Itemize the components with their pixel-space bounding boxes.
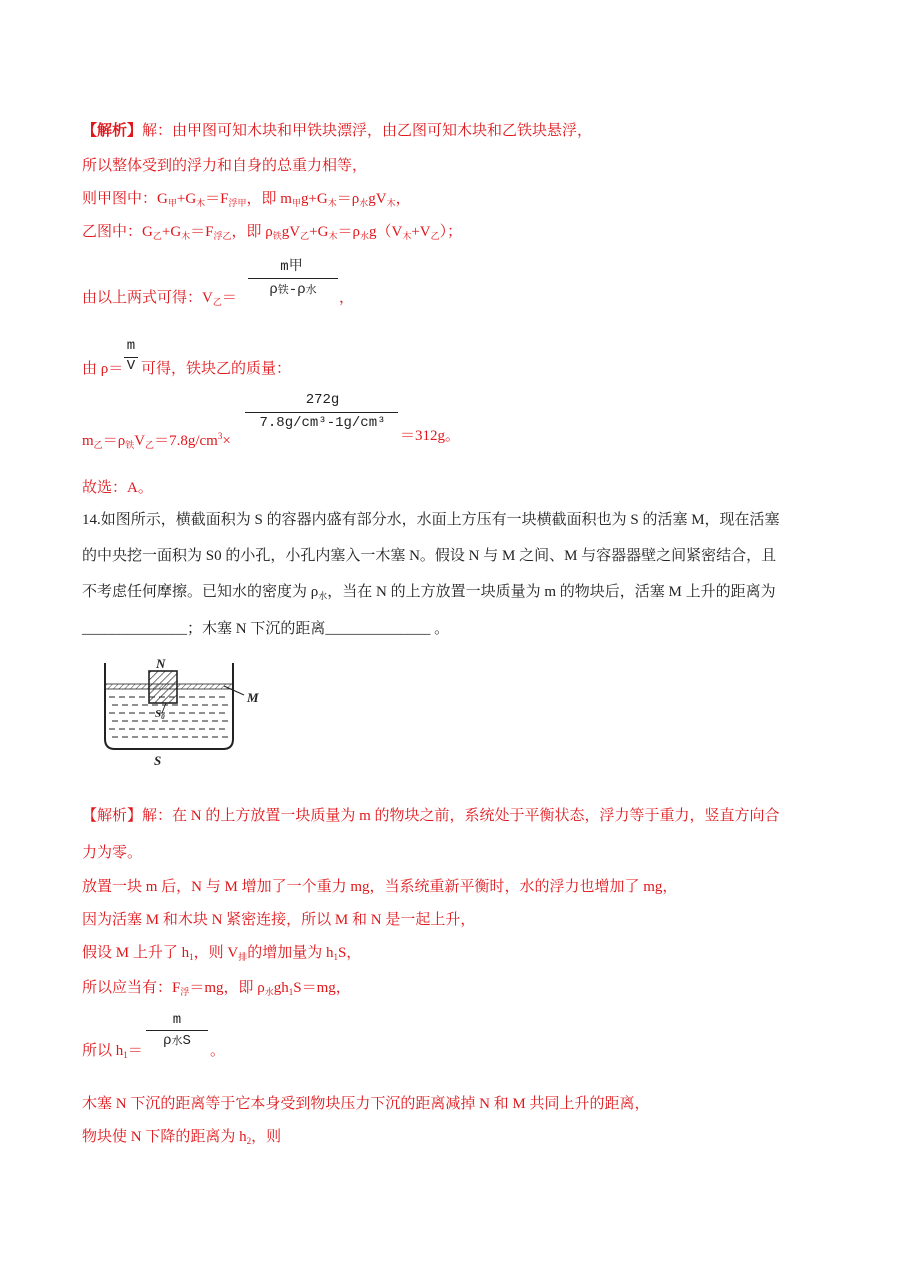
analysis-13-line-7-end: ＝312g。 xyxy=(400,428,461,444)
fraction-numerator: m甲 xyxy=(280,259,303,275)
analysis-13-line-6: 由 ρ＝ xyxy=(82,361,124,377)
question-14-line-3: 不考虑任何摩擦。已知水的密度为 $\rho_水$，当在 N 的上方放置一块质量为 m 的物块后，活塞 M 上升的距离为 xyxy=(82,584,776,601)
analysis-14-line-8: 木塞 N 下沉的距离等于它本身受到物块压力下沉的距离减掉 N 和 M 共同上升的距离， xyxy=(82,1096,650,1112)
analysis-13-line-6-end: 可得，铁块乙的质量： xyxy=(141,361,292,377)
label-n: N xyxy=(156,656,166,671)
analysis-14-line-5: 假设 M 上升了 $h_1$，则 $V_排$的增加量为 $h_1S$， xyxy=(82,945,362,962)
analysis-14-line-3: 放置一块 m 后，N 与 M 增加了一个重力 mg，当系统重新平衡时，水的浮力也增加了 mg， xyxy=(82,879,678,895)
question-14-line-1: 14.如图所示，横截面积为 S 的容器内盛有部分水，水面上方压有一块横截面积也为 S 的活塞 M，现在活塞 xyxy=(82,512,780,528)
label-s: S xyxy=(154,753,162,768)
analysis-14-line-9: 物块使 N 下降的距离为 $h_2$，则 xyxy=(82,1129,282,1146)
container-diagram xyxy=(96,655,276,770)
question-14-line-2: 的中央挖一面积为 S0 的小孔，小孔内塞入一木塞 N。假设 N 与 M 之间、M 与容器器壁之间紧密结合，且 xyxy=(82,548,777,564)
analysis-14-line-6: 所以应当有：$F_浮=mg$，即 $\rho_水gh_1S=mg$， xyxy=(82,980,351,997)
analysis-13-line-4: 乙图中：$G_乙+G_木=F_{浮乙}$，即 $\rho_铁gV_乙+G_木=\rho_水g(V_木+V_乙)$； xyxy=(82,224,463,241)
analysis-13-line-2: 所以整体受到的浮力和自身的总重力相等， xyxy=(82,158,368,174)
fraction-bar xyxy=(248,278,338,279)
analysis-14-line-4: 因为活塞 M 和木块 N 紧密连接，所以 M 和 N 是一起上升， xyxy=(82,912,476,928)
analysis-14-line-1: 【解析】解：在 N 的上方放置一块质量为 m 的物块之前，系统处于平衡状态，浮力等于重力，竖直方向合 xyxy=(82,808,780,824)
fraction-denominator: ρ铁-ρ水 xyxy=(269,282,317,298)
analysis-13-line-7: $m_乙=\rho_铁V_乙=7.8g/cm^3\times$ xyxy=(82,431,231,450)
label-s0: S0 xyxy=(155,708,165,721)
analysis-tag: 【解析】 xyxy=(82,123,143,139)
analysis-tag: 【解析】 xyxy=(82,808,143,824)
fraction-v-yi xyxy=(244,253,339,303)
analysis-13-line-1: 【解析】解：由甲图可知木块和甲铁块漂浮，由乙图可知木块和乙铁块悬浮， xyxy=(82,123,593,139)
analysis-13-line-5-end: ， xyxy=(339,290,355,306)
question-14-line-4: ______________；木塞 N 下沉的距离______________ 。 xyxy=(82,621,450,637)
container-figure xyxy=(96,655,276,775)
analysis-13-line-3: 则甲图中：$G_甲+G_木=F_{浮甲}$，即 $m_甲g+G_木=\rho_水gV_木$， xyxy=(82,191,411,208)
analysis-14-line-2: 力为零。 xyxy=(82,845,143,861)
fraction-h1: m ρ水S xyxy=(144,1010,210,1058)
analysis-14-line-7: 所以 $h_1=$ xyxy=(82,1043,143,1060)
analysis-14-line-7-end: 。 xyxy=(210,1043,226,1059)
cork-n xyxy=(149,671,177,703)
answer-choice: 故选：A。 xyxy=(82,480,153,496)
analysis-13-line-5: 由以上两式可得：$V_乙=$ xyxy=(82,290,237,307)
fraction-mass: 272g 7.8g/cm³-1g/cm³ xyxy=(245,390,400,442)
fraction-rho: m V xyxy=(121,336,141,380)
label-m: M xyxy=(247,690,259,705)
